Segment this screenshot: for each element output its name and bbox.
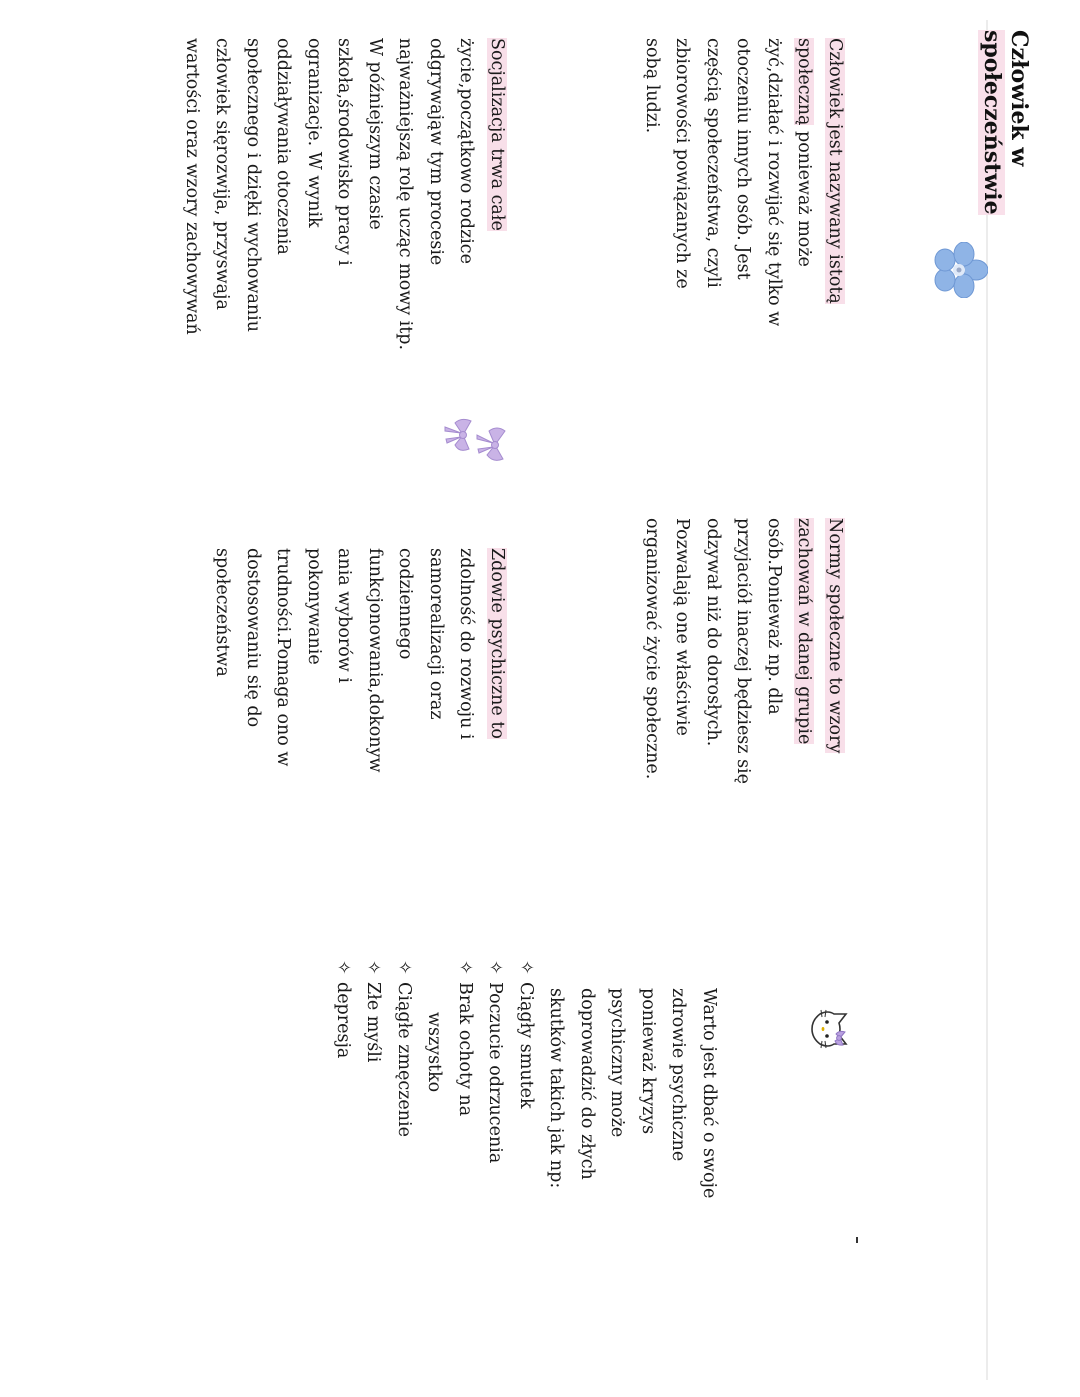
- stray-mark: [856, 1237, 858, 1243]
- text-line: społeczeństwa: [212, 548, 233, 677]
- text-line: Normy społeczne to wzory: [825, 518, 845, 754]
- text-line: odgrywająw tym procesie: [426, 38, 446, 266]
- paragraph-zdrowie: [207, 548, 512, 772]
- text-line: życie,początkowo rodzice: [456, 38, 477, 264]
- text-line: ponieważ kryzys: [638, 988, 658, 1135]
- text-line: wartości oraz wzory zachowywań: [182, 38, 202, 335]
- text-line: organizować życie społeczne.: [642, 518, 662, 780]
- kitty-icon: [808, 1008, 848, 1050]
- purple-bows-icon: [435, 405, 515, 485]
- text-line: przyjaciół inaczej będziesz się: [733, 518, 754, 785]
- sparkle-icon: ✧: [455, 960, 475, 975]
- text-line: sobą ludzi.: [642, 38, 662, 134]
- text-line: Socjalizacja trwa całe: [487, 38, 507, 231]
- paragraph-czlowiek: [637, 38, 851, 326]
- text-line: zachowań w danej grupie: [794, 518, 815, 745]
- sparkle-icon: ✧: [394, 960, 414, 975]
- text-line: społecznego i dzięki wychowaniu: [243, 38, 263, 333]
- text-line: społeczną: [794, 38, 815, 126]
- text-line: ania wyborów i: [334, 548, 355, 683]
- text-line: psychiczny może: [607, 988, 628, 1138]
- text-line: zdrowie psychiczne: [668, 988, 689, 1162]
- text-line: osób.Ponieważ np. dla: [764, 518, 784, 715]
- text-line: dostosowaniu się do: [243, 548, 263, 728]
- text-line: szkoła,środowisko pracy i: [334, 38, 355, 266]
- list-item: ✧Ciągłe zmęczenie: [389, 960, 420, 1198]
- title-line-1: Człowiek w: [1006, 30, 1032, 167]
- text-line: częścią społeczeństwa, czyli: [703, 38, 723, 288]
- text-line: doprowadzić do złych: [577, 988, 597, 1180]
- sparkle-icon: ✧: [333, 960, 353, 975]
- paragraph-warto: [328, 960, 725, 1199]
- title-line-2: społeczeństwie: [979, 30, 1005, 215]
- paragraph-socjalizacja: [177, 38, 513, 350]
- paragraph-normy: [637, 518, 851, 784]
- text-line: ogranizacje. W wynik: [304, 38, 324, 228]
- text-line: ponieważ może: [794, 125, 815, 267]
- list-item: ✧Złe myśli: [358, 960, 389, 1198]
- text-line: samorealizacji oraz: [426, 548, 446, 720]
- text-line: oddziaływania otoczenia: [273, 38, 294, 255]
- blue-flower-icon: [932, 242, 988, 298]
- text-line: zbiorowości powiązanych ze: [672, 38, 693, 289]
- text-line: odzywał niż do dorosłych.: [703, 518, 723, 747]
- text-line: pokonywanie: [304, 548, 324, 665]
- text-line: najważniejszą rolę ucząc mowy itp.: [395, 38, 416, 351]
- list-item: ✧depresja: [328, 960, 359, 1198]
- text-line: Zdowie psychiczne to: [487, 548, 507, 739]
- text-line: Warto jest dbać o swoje: [699, 988, 719, 1199]
- text-line: Pozwalają one właściwie: [672, 518, 693, 736]
- text-line: W późniejszym czasie: [365, 38, 385, 230]
- symptom-list: [328, 960, 542, 1198]
- text-line: funkcjonowania,dokonyw: [365, 548, 385, 773]
- list-item: wszystko: [424, 1012, 445, 1093]
- text-line: otoczeniu innych osób. Jest: [733, 38, 754, 280]
- list-item: ✧Poczucie odrzucenia: [480, 960, 511, 1198]
- text-line: trudności.Pomaga ono w: [273, 548, 294, 767]
- list-item: ✧Brak ochoty na: [450, 960, 481, 1198]
- sparkle-icon: ✧: [485, 960, 506, 975]
- text-line: zdolność do rozwoju i: [456, 548, 477, 740]
- text-line: skutków takich jak np:: [546, 988, 567, 1189]
- text-line: codziennego: [395, 548, 416, 660]
- text-line: żyć,działać i rozwijać się tylko w: [764, 38, 784, 327]
- page-title: [978, 30, 1032, 215]
- sparkle-icon: ✧: [363, 960, 384, 975]
- text-line: człowiek sięrozwija, przyswaja: [212, 38, 233, 310]
- text-line: Człowiek jest nazywany istotą: [825, 38, 845, 304]
- list-item: ✧Ciągły smutek: [511, 960, 542, 1198]
- sparkle-icon: ✧: [516, 960, 536, 975]
